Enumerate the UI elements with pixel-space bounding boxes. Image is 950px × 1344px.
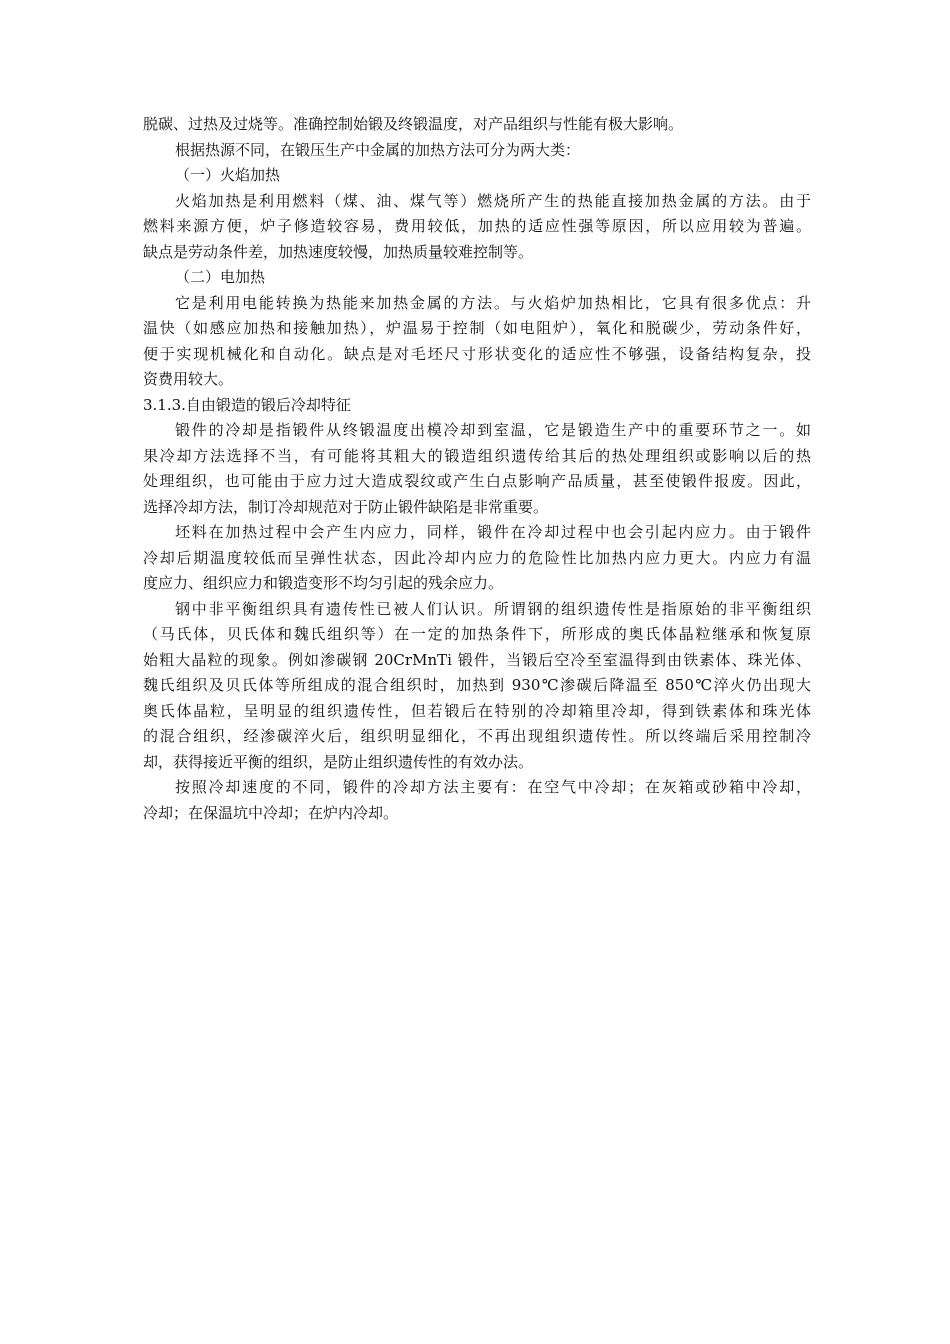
text-line: 火焰加热是利用燃料（煤、油、煤气等）燃烧所产生的热能直接加热金属的方法。由于 bbox=[175, 191, 811, 210]
subsection-heading: （一）火焰加热 bbox=[175, 166, 281, 184]
text-line: 脱碳、过热及过烧等。准确控制始锻及终锻温度，对产品组织与性能有极大影响。 bbox=[143, 115, 684, 133]
text-line: 它是利用电能转换为热能来加热金属的方法。与火焰炉加热相比，它具有很多优点：升 bbox=[175, 293, 811, 312]
text-line: 的混合组织，经渗碳淬火后，组织明显细化，不再出现组织遗传性。所以终端后采用控制冷 bbox=[143, 727, 811, 745]
text-line: 按照冷却速度的不同，锻件的冷却方法主要有：在空气中冷却；在灰箱或砂箱中冷却， bbox=[175, 778, 811, 796]
text-line: 便于实现机械化和自动化。缺点是对毛坯尺寸形状变化的适应性不够强，设备结构复杂，投 bbox=[143, 344, 811, 363]
text-line: （马氏体，贝氏体和魏氏组织等）在一定的加热条件下，所形成的奥氏体晶粒继承和恢复原 bbox=[143, 625, 811, 643]
text-line: 果冷却方法选择不当，有可能将其粗大的锻造组织遗传给其后的热处理组织或影响以后的热 bbox=[143, 446, 811, 465]
text-line: 魏氏组织及贝氏体等所组成的混合组织时，加热到 930℃渗碳后降温至 850℃淬火仍出现大 bbox=[143, 676, 811, 694]
text-line: 根据热源不同，在锻压生产中金属的加热方法可分为两大类： bbox=[175, 140, 581, 159]
text-line: 燃料来源方便，炉子修造较容易，费用较低，加热的适应性强等原因，所以应用较为普遍。 bbox=[143, 217, 811, 235]
subsection-heading: （二）电加热 bbox=[175, 268, 266, 286]
document-page bbox=[143, 112, 811, 826]
text-line: 始粗大晶粒的现象。例如渗碳钢 20CrMnTi 锻件，当锻后空冷至室温得到由铁素体、珠光体、 bbox=[143, 650, 811, 669]
text-line: 却，获得接近平衡的组织，是防止组织遗传性的有效办法。 bbox=[143, 752, 534, 771]
text-line: 温快（如感应加热和接触加热），炉温易于控制（如电阻炉），氧化和脱碳少，劳动条件好， bbox=[143, 319, 811, 337]
section-heading: 3.1.3.自由锻造的锻后冷却特征 bbox=[143, 395, 351, 414]
text-line: 冷却；在保温坑中冷却；在炉内冷却。 bbox=[143, 803, 399, 822]
text-line: 坯料在加热过程中会产生内应力，同样，锻件在冷却过程中也会引起内应力。由于锻件 bbox=[175, 523, 811, 541]
text-line: 选择冷却方法，制订冷却规范对于防止锻件缺陷是非常重要。 bbox=[143, 497, 549, 516]
text-line: 资费用较大。 bbox=[143, 370, 234, 388]
text-line: 缺点是劳动条件差，加热速度较慢，加热质量较难控制等。 bbox=[143, 242, 534, 261]
text-line: 冷却后期温度较低而呈弹性状态，因此冷却内应力的危险性比加热内应力更大。内应力有温 bbox=[143, 548, 811, 567]
text-line: 处理组织，也可能由于应力过大造成裂纹或产生白点影响产品质量，甚至使锻件报废。因此， bbox=[143, 472, 811, 490]
text-line: 锻件的冷却是指锻件从终锻温度出模冷却到室温，它是锻造生产中的重要环节之一。如 bbox=[175, 421, 811, 439]
text-line: 度应力、组织应力和锻造变形不均匀引起的残余应力。 bbox=[143, 574, 504, 592]
text-line: 奥氏体晶粒，呈明显的组织遗传性，但若锻后在特别的冷却箱里冷却，得到铁素体和珠光体 bbox=[143, 701, 811, 720]
text-line: 钢中非平衡组织具有遗传性已被人们认识。所谓钢的组织遗传性是指原始的非平衡组织 bbox=[175, 599, 811, 618]
